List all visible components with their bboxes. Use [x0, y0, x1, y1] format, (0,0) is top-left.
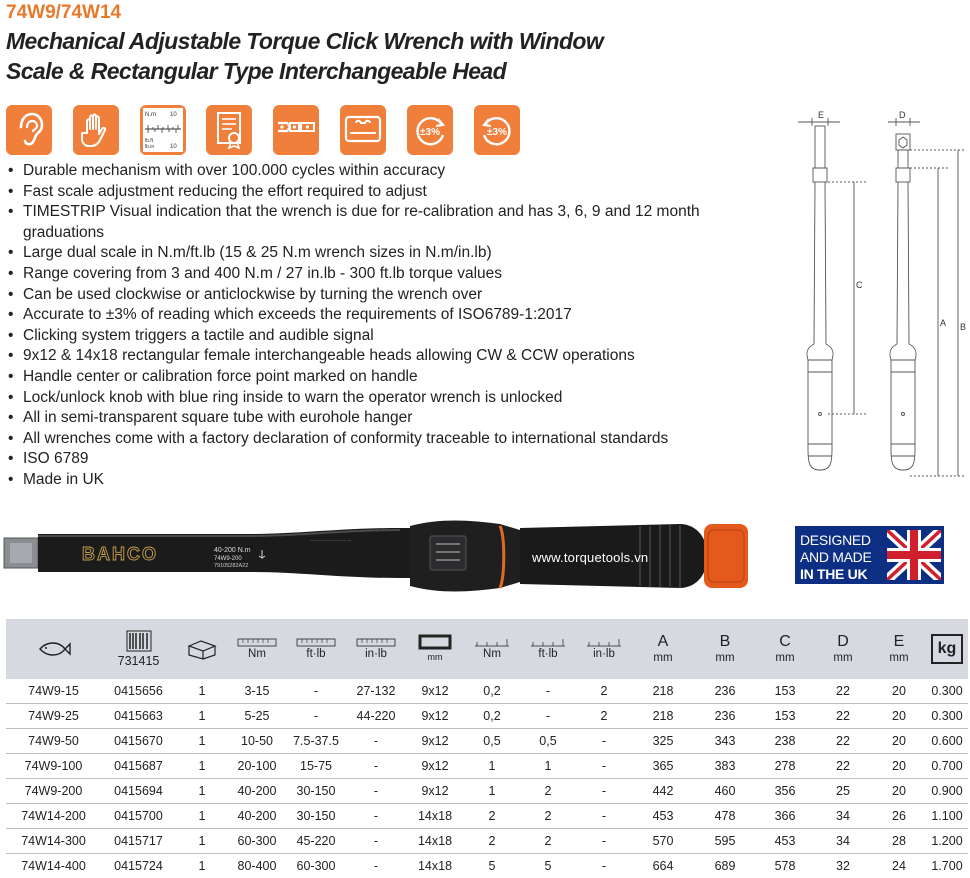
table-cell: 664: [632, 854, 694, 878]
table-cell: 20: [872, 779, 926, 804]
table-cell: 34: [814, 804, 872, 829]
col-header-grad-ftlb: [520, 619, 576, 679]
table-cell: 2: [464, 804, 520, 829]
table-cell: 0415724: [101, 854, 176, 878]
table-cell: 1: [176, 804, 228, 829]
feature-item: • Large dual scale in N.m/ft.lb (15 & 25 N.m wrench sizes in N.m/in.lb): [6, 243, 781, 264]
accuracy-ccw-label: ±3%: [487, 127, 507, 138]
rectangular-drive-icon: [418, 634, 452, 650]
table-cell: 0.300: [926, 704, 968, 729]
col-header-weight: [926, 619, 968, 679]
range-ftlb-unit: ft·lb: [286, 647, 346, 661]
table-cell: 74W14-200: [6, 804, 101, 829]
table-cell: 22: [814, 754, 872, 779]
col-header-range-inlb: [346, 619, 406, 679]
svg-text:──────────: ──────────: [309, 538, 352, 543]
col-header-article: [6, 619, 101, 679]
col-header-grad-inlb: [576, 619, 632, 679]
table-row: [6, 854, 968, 878]
feature-item: • ISO 6789: [6, 449, 781, 470]
col-header-c: C mm: [756, 619, 814, 679]
table-cell: 14x18: [406, 829, 464, 854]
model-label: 74W9-200: [214, 556, 242, 562]
table-cell: 9x12: [406, 679, 464, 704]
scale-icon-label-lbft: lb.ft: [145, 138, 154, 144]
feature-item: • Can be used clockwise or anticlockwise by turning the wrench over: [6, 285, 781, 306]
table-cell: 595: [694, 829, 756, 854]
badge-line-2: AND MADE: [800, 549, 888, 566]
graduation-icon: [474, 637, 510, 647]
col-header-grad-nm: [464, 619, 520, 679]
interchangeable-head-icon: [273, 105, 319, 155]
fan-number: 731415: [101, 654, 176, 668]
table-cell: 14x18: [406, 804, 464, 829]
table-cell: 0415663: [101, 704, 176, 729]
table-cell: 578: [756, 854, 814, 878]
table-cell: -: [576, 729, 632, 754]
table-cell: 10-50: [228, 729, 286, 754]
table-cell: -: [520, 704, 576, 729]
range-nm-unit: Nm: [228, 647, 286, 661]
table-cell: 2: [520, 829, 576, 854]
table-cell: -: [286, 679, 346, 704]
table-cell: 2: [464, 829, 520, 854]
table-cell: 60-300: [228, 829, 286, 854]
table-cell: 153: [756, 679, 814, 704]
feature-item: • Lock/unlock knob with blue ring inside to warn the operator wrench is unlocked: [6, 388, 781, 409]
col-header-range-nm: [228, 619, 286, 679]
barcode-icon: [126, 630, 152, 652]
table-cell: 278: [756, 754, 814, 779]
table-cell: -: [576, 829, 632, 854]
scale-range-label: 40-200 N.m: [214, 547, 251, 554]
ruler-icon: [296, 638, 336, 647]
table-cell: -: [346, 854, 406, 878]
table-cell: 453: [632, 804, 694, 829]
graduation-icon: [530, 637, 566, 647]
accuracy-cw-icon: [407, 105, 453, 155]
dim-label-d: D: [899, 110, 906, 120]
table-row: [6, 679, 968, 704]
table-cell: 0415687: [101, 754, 176, 779]
col-header-fan: [101, 619, 176, 679]
table-cell: 0,5: [464, 729, 520, 754]
range-inlb-unit: in·lb: [346, 647, 406, 661]
table-cell: 30-150: [286, 804, 346, 829]
table-cell: 25: [814, 779, 872, 804]
table-cell: 22: [814, 679, 872, 704]
scale-icon-label-lbin: lb.in: [145, 144, 154, 150]
table-cell: 5-25: [228, 704, 286, 729]
table-cell: 74W14-400: [6, 854, 101, 878]
grad-nm-unit: Nm: [464, 647, 520, 661]
table-cell: 3-15: [228, 679, 286, 704]
dim-label-c: C: [856, 280, 863, 290]
table-cell: 80-400: [228, 854, 286, 878]
col-header-b: B mm: [694, 619, 756, 679]
watermark-url: www.torquetools.vn: [532, 550, 648, 565]
table-cell: 236: [694, 679, 756, 704]
table-cell: 478: [694, 804, 756, 829]
table-cell: -: [286, 704, 346, 729]
table-cell: 34: [814, 829, 872, 854]
table-cell: -: [346, 779, 406, 804]
drive-unit: mm: [406, 650, 464, 664]
table-cell: 74W9-100: [6, 754, 101, 779]
graduation-icon: [586, 637, 622, 647]
table-row: [6, 754, 968, 779]
table-cell: 32: [814, 854, 872, 878]
feature-item: • Fast scale adjustment reducing the effort required to adjust: [6, 182, 781, 203]
designed-in-uk-badge: [795, 526, 944, 584]
table-cell: 24: [872, 854, 926, 878]
table-cell: -: [576, 804, 632, 829]
table-cell: -: [520, 679, 576, 704]
col-header-range-ftlb: [286, 619, 346, 679]
table-cell: 1.200: [926, 829, 968, 854]
table-cell: -: [576, 779, 632, 804]
table-cell: 0.600: [926, 729, 968, 754]
table-cell: 442: [632, 779, 694, 804]
title-line-1: Mechanical Adjustable Torque Click Wrench with Window: [6, 26, 646, 56]
feature-item: • 9x12 & 14x18 rectangular female interchangeable heads allowing CW & CCW operations: [6, 346, 781, 367]
title-line-2: Scale & Rectangular Type Interchangeable Head: [6, 56, 646, 86]
serial-label: 79105282A22: [214, 563, 248, 569]
scale-icon-label-10-top: 10: [170, 112, 177, 118]
table-cell: 0,5: [520, 729, 576, 754]
fish-icon: [37, 640, 71, 658]
table-cell: 1: [176, 729, 228, 754]
table-row: [6, 779, 968, 804]
table-cell: 15-75: [286, 754, 346, 779]
table-cell: 0415656: [101, 679, 176, 704]
feature-item: • All in semi-transparent square tube with eurohole hanger: [6, 408, 781, 429]
ruler-icon: [356, 638, 396, 647]
table-cell: 366: [756, 804, 814, 829]
table-cell: 356: [756, 779, 814, 804]
hand-icon: [73, 105, 119, 155]
table-cell: 20-100: [228, 754, 286, 779]
table-cell: 22: [814, 729, 872, 754]
product-code: 74W9/74W14: [6, 2, 121, 24]
table-cell: 0,2: [464, 679, 520, 704]
table-cell: 40-200: [228, 779, 286, 804]
table-cell: 236: [694, 704, 756, 729]
table-cell: 153: [756, 704, 814, 729]
feature-item: • All wrenches come with a factory declaration of conformity traceable to international standards: [6, 429, 781, 450]
tube-hanger-icon: [340, 105, 386, 155]
dim-label-b: B: [960, 322, 966, 332]
feature-item: • Made in UK: [6, 470, 781, 491]
accuracy-ccw-icon: [474, 105, 520, 155]
table-cell: 0,2: [464, 704, 520, 729]
union-jack-icon: [887, 530, 941, 580]
table-cell: 20: [872, 679, 926, 704]
table-cell: 1: [176, 679, 228, 704]
feature-list: [6, 161, 781, 491]
bahco-brand: BAHCO: [82, 544, 158, 564]
dual-scale-icon: [140, 105, 186, 155]
table-cell: 1: [176, 854, 228, 878]
table-cell: 218: [632, 704, 694, 729]
table-cell: 1: [464, 754, 520, 779]
table-row: [6, 729, 968, 754]
col-header-qty: [176, 619, 228, 679]
table-cell: 9x12: [406, 704, 464, 729]
table-cell: 22: [814, 704, 872, 729]
weight-icon: kg: [931, 634, 963, 664]
table-cell: -: [346, 829, 406, 854]
col-header-a: A mm: [632, 619, 694, 679]
table-cell: 0.700: [926, 754, 968, 779]
table-row: [6, 829, 968, 854]
table-cell: 2: [576, 704, 632, 729]
table-cell: 0415700: [101, 804, 176, 829]
table-row: [6, 704, 968, 729]
table-cell: 383: [694, 754, 756, 779]
table-cell: 570: [632, 829, 694, 854]
table-cell: 218: [632, 679, 694, 704]
table-cell: 2: [520, 804, 576, 829]
table-cell: -: [576, 854, 632, 878]
table-cell: 325: [632, 729, 694, 754]
table-cell: 26: [872, 804, 926, 829]
table-cell: 1: [520, 754, 576, 779]
page-title: [6, 26, 646, 86]
table-cell: 27-132: [346, 679, 406, 704]
table-cell: 689: [694, 854, 756, 878]
feature-item: • Handle center or calibration force point marked on handle: [6, 367, 781, 388]
table-cell: 9x12: [406, 779, 464, 804]
certificate-icon: [206, 105, 252, 155]
dim-label-e: E: [818, 110, 824, 120]
table-cell: 9x12: [406, 729, 464, 754]
feature-item: • Range covering from 3 and 400 N.m / 27 in.lb - 300 ft.lb torque values: [6, 264, 781, 285]
table-cell: 5: [464, 854, 520, 878]
ear-icon: [6, 105, 52, 155]
table-cell: 1: [176, 754, 228, 779]
table-cell: 14x18: [406, 854, 464, 878]
table-cell: 74W9-200: [6, 779, 101, 804]
table-cell: 1.100: [926, 804, 968, 829]
table-cell: 238: [756, 729, 814, 754]
dimension-drawing: [788, 104, 968, 489]
table-cell: 44-220: [346, 704, 406, 729]
table-cell: 5: [520, 854, 576, 878]
table-cell: 0415717: [101, 829, 176, 854]
table-header-row: [6, 619, 968, 679]
table-cell: 460: [694, 779, 756, 804]
table-cell: 0415694: [101, 779, 176, 804]
feature-item: • Durable mechanism with over 100.000 cycles within accuracy: [6, 161, 781, 182]
table-cell: 365: [632, 754, 694, 779]
table-cell: 74W9-50: [6, 729, 101, 754]
table-cell: 0.900: [926, 779, 968, 804]
ruler-icon: [237, 638, 277, 647]
table-cell: 0415670: [101, 729, 176, 754]
table-cell: 40-200: [228, 804, 286, 829]
table-cell: 2: [576, 679, 632, 704]
dim-label-a: A: [940, 318, 946, 328]
table-cell: 1: [464, 779, 520, 804]
table-cell: 45-220: [286, 829, 346, 854]
col-header-e: E mm: [872, 619, 926, 679]
grad-inlb-unit: in·lb: [576, 647, 632, 661]
table-cell: 60-300: [286, 854, 346, 878]
badge-line-1: DESIGNED: [800, 532, 888, 549]
table-cell: 28: [872, 829, 926, 854]
table-cell: 1.700: [926, 854, 968, 878]
table-cell: 7.5-37.5: [286, 729, 346, 754]
table-cell: -: [576, 754, 632, 779]
table-cell: 0.300: [926, 679, 968, 704]
table-cell: 9x12: [406, 754, 464, 779]
table-cell: 74W14-300: [6, 829, 101, 854]
table-cell: 20: [872, 729, 926, 754]
table-cell: 30-150: [286, 779, 346, 804]
feature-item: • Clicking system triggers a tactile and audible signal: [6, 326, 781, 347]
accuracy-cw-label: ±3%: [420, 127, 440, 138]
table-cell: 1: [176, 704, 228, 729]
table-cell: 343: [694, 729, 756, 754]
box-icon: [187, 638, 217, 660]
table-cell: 20: [872, 704, 926, 729]
table-row: [6, 804, 968, 829]
table-cell: 1: [176, 829, 228, 854]
table-cell: 74W9-15: [6, 679, 101, 704]
table-cell: 20: [872, 754, 926, 779]
grad-ftlb-unit: ft·lb: [520, 647, 576, 661]
table-cell: 453: [756, 829, 814, 854]
table-cell: -: [346, 729, 406, 754]
feature-item: • TIMESTRIP Visual indication that the wrench is due for re-calibration and has 3, 6, 9 and 12 month graduations: [6, 202, 781, 243]
scale-icon-label-nm: N.m: [145, 112, 156, 118]
feature-item: • Accurate to ±3% of reading which exceeds the requirements of ISO6789-1:2017: [6, 305, 781, 326]
table-cell: 2: [520, 779, 576, 804]
table-cell: 1: [176, 779, 228, 804]
table-cell: 74W9-25: [6, 704, 101, 729]
table-cell: -: [346, 754, 406, 779]
scale-icon-label-10-bottom: 10: [170, 144, 177, 150]
col-header-drive: [406, 619, 464, 679]
feature-icon-row: [6, 105, 526, 157]
table-cell: -: [346, 804, 406, 829]
col-header-d: D mm: [814, 619, 872, 679]
badge-line-3: IN THE UK: [800, 566, 888, 583]
specification-table: [6, 619, 968, 878]
